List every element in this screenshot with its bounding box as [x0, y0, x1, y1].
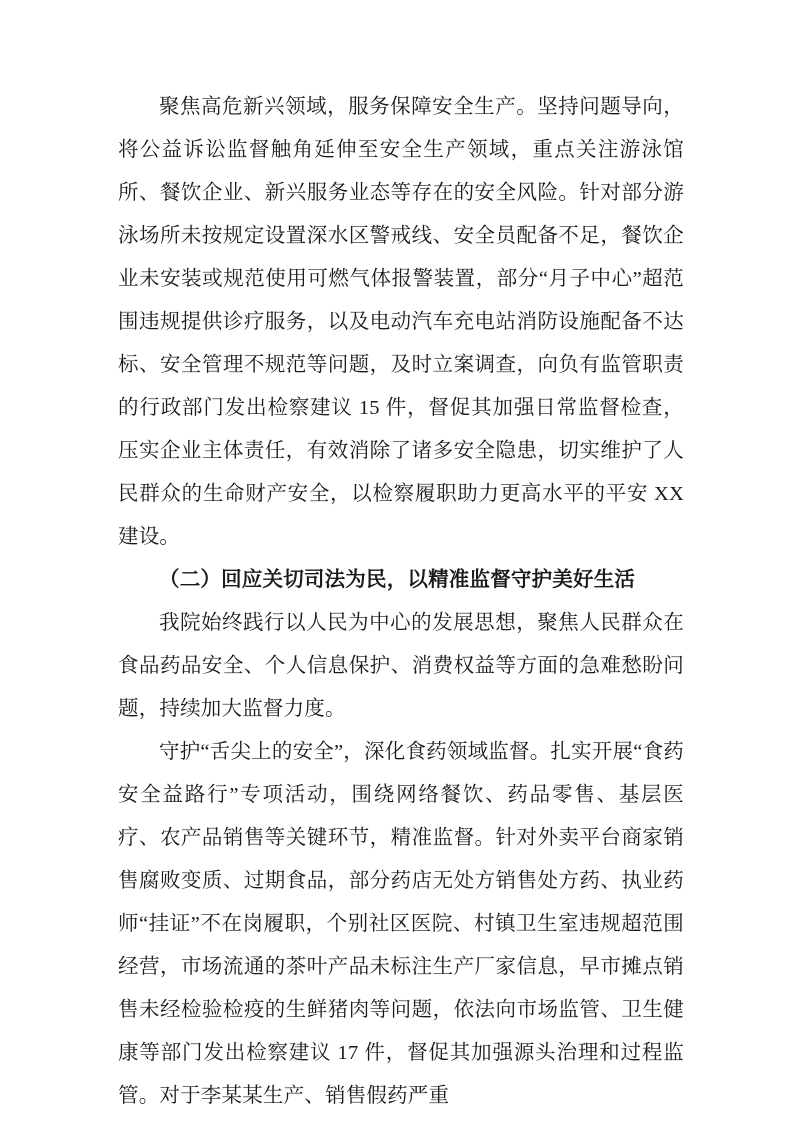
section-heading: （二）回应关切司法为民，以精准监督守护美好生活 — [159, 569, 636, 591]
paragraph-body: 我院始终践行以人民为中心的发展思想，聚焦人民群众在食品药品安全、个人信息保护、消费权益等方面的急难愁盼问题，持续加大监督力度。 — [118, 612, 684, 720]
paragraph-body: 聚焦高危新兴领域，服务保障安全生产。坚持问题导向，将公益诉讼监督触角延伸至安全生产领域，重点关注游泳馆所、餐饮企业、新兴服务业态等存在的安全风险。针对部分游泳场所未按规定设置深水区警戒线、安全员配备不足，餐饮企业未安装或规范使用可燃气体报警装置，部分“月子中心”超范围违规提供诊疗服务，以及电动汽车充电站消防设施配备不达标、安全管理不规范等问题，及时立案调查，向负有监管职责的行政部门发出检察建议 15 件，督促其加强日常监督检查，压实企业主体责任，有效消除了诸多安全隐患，切实维护了人民群众的生命财产安全，以检察履职助力更高水平的平安 XX 建设。 — [118, 96, 684, 548]
paragraph-body: 守护“舌尖上的安全”，深化食药领域监督。扎实开展“食药安全益路行”专项活动，围绕网络餐饮、药品零售、基层医疗、农产品销售等关键环节，精准监督。针对外卖平台商家销售腐败变质、过期食品，部分药店无处方销售处方药、执业药师“挂证”不在岗履职，个别社区医院、村镇卫生室违规超范围经营，市场流通的茶叶产品未标注生产厂家信息，早市摊点销售未经检验检疫的生鲜猪肉等问题，依法向市场监管、卫生健康等部门发出检察建议 17 件，督促其加强源头治理和过程监管。对于李某某生产、销售假药严重 — [118, 741, 684, 1107]
document-body — [118, 86, 684, 1118]
